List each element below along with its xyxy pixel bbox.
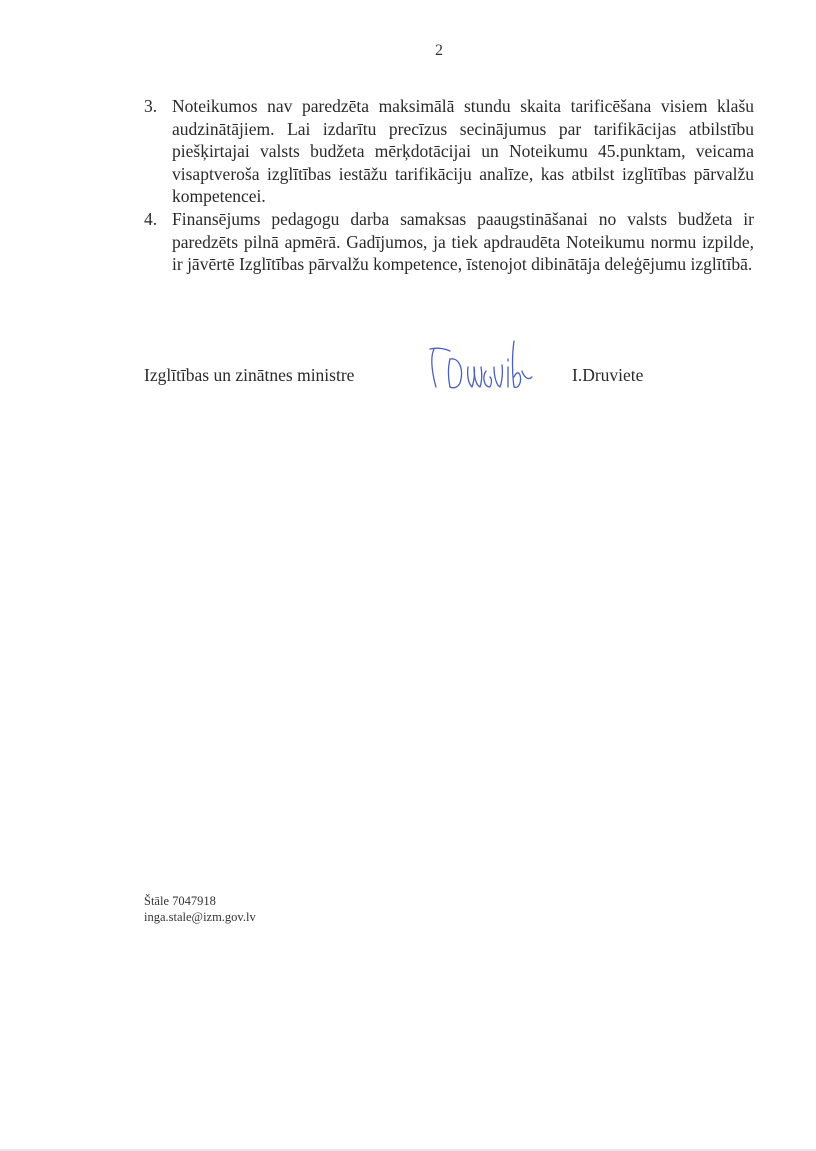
handwritten-signature	[424, 337, 544, 397]
signer-position: Izglītības un zinātnes ministre	[144, 365, 355, 385]
list-item	[144, 208, 754, 276]
author-email: inga.stale@izm.gov.lv	[144, 910, 256, 924]
list-item-text: Finansējums pedagogu darba samaksas paaugstināšanai no valsts budžeta ir paredzēts pilnā apmērā. Gadījumos, ja tiek apdraudēta Noteikumu normu izpilde, ir jāvērtē Izglītības pārvalžu kompetence, īstenojot dibinātāja deleģējumu izglītībā.	[172, 209, 754, 275]
list-item	[144, 95, 754, 208]
footer-contact	[144, 893, 256, 925]
signer-name: I.Druviete	[572, 365, 644, 385]
signature-block	[144, 365, 784, 395]
page-number: 2	[435, 42, 443, 59]
list-item-number: 4.	[144, 209, 158, 229]
list-item-text: Noteikumos nav paredzēta maksimālā stundu skaita tarificēšana visiem klašu audzinātājiem. Lai izdarītu precīzus secinājumus par tarifikācijas atbilstību piešķirtajai valsts budžeta mērķdotācijai un Noteikumu 45.punktam, veicama visaptveroša izglītības iestāžu tarifikāciju analīze, kas atbilst izglītības pārvalžu kompetencei.	[172, 96, 754, 207]
list-item-number: 3.	[144, 96, 158, 116]
author-phone: Štāle 7047918	[144, 894, 216, 908]
